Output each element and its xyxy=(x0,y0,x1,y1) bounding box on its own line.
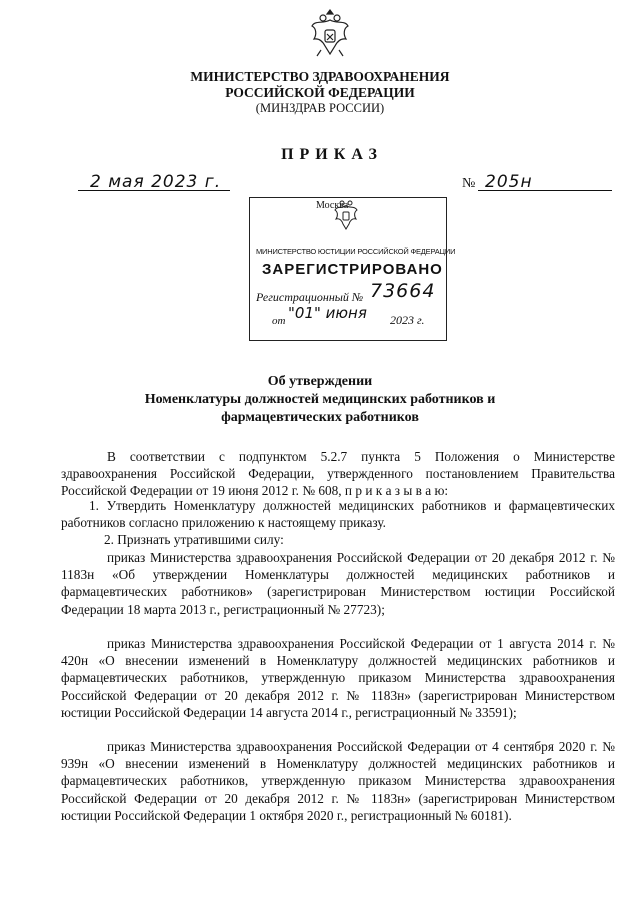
repealed-order-1: приказ Министерства здравоохранения Российской Федерации от 20 декабря 2012 г. № 1183н «Об утверждении Номенклатуры должностей медицинских работников и фармацевтических работников» (зарегистрирован Министерством юстиции Российской Федерации 18 марта 2013 г., регистрационный № 27723); xyxy=(61,550,615,617)
stamp-year: 2023 г. xyxy=(390,313,425,327)
intro-paragraph: В соответствии с подпунктом 5.2.7 пункта 5 Положения о Министерстве здравоохранения Российской Федерации, утвержденного постановлением Правительства Российской Федерации от 19 июня 2012 г. № 608, п р и к а з ы в а ю: xyxy=(61,449,615,499)
ministry-name-line2: РОССИЙСКОЙ ФЕДЕРАЦИИ xyxy=(225,85,415,100)
repealed-order-2: приказ Министерства здравоохранения Российской Федерации от 1 августа 2014 г. № 420н «О внесении изменений в Номенклатуру должностей медицинских работников и фармацевтических работников, утвержденную приказом Министерства здравоохранения Российской Федерации от 20 декабря 2012 г. № 1183н» (зарегистрирован Министерством юстиции Российской Федерации 14 августа 2014 г., регистрационный № 33591); xyxy=(61,636,615,720)
ministry-short-name: (МИНЗДРАВ РОССИИ) xyxy=(255,101,385,115)
title-line1: Об утверждении xyxy=(267,374,373,389)
date-underline xyxy=(78,189,230,191)
stamp-date-label: от xyxy=(272,315,286,327)
repealed-order-3: приказ Министерства здравоохранения Российской Федерации от 4 сентября 2020 г. № 939н «О внесении изменений в Номенклатуру должностей медицинских работников и фармацевтических работников, утвержденную приказом Министерства здравоохранения Российской Федерации от 20 декабря 2012 г. № 1183н» (зарегистрирован Министерством юстиции Российской Федерации 1 октября 2020 г., регистрационный № 60181). xyxy=(61,739,615,823)
item-2-paragraph: 2. Признать утратившими силу: xyxy=(104,532,284,547)
stamp-emblem-icon xyxy=(333,196,359,232)
stamp-date: "01" июня xyxy=(288,304,367,322)
document-type-heading: ПРИКАЗ xyxy=(281,146,383,163)
stamp-city: Москва xyxy=(316,200,349,211)
order-number-label: № xyxy=(462,176,476,191)
order-date: 2 мая 2023 г. xyxy=(90,172,222,192)
stamp-reg-number-label: Регистрационный № xyxy=(256,290,364,304)
coat-of-arms-emblem xyxy=(309,6,351,60)
stamp-registered: ЗАРЕГИСТРИРОВАНО xyxy=(262,261,443,278)
stamp-ministry: МИНИСТЕРСТВО ЮСТИЦИИ РОССИЙСКОЙ ФЕДЕРАЦИИ xyxy=(256,247,456,256)
title-line2: Номенклатуры должностей медицинских работников и xyxy=(144,392,496,407)
order-number: 205н xyxy=(485,172,533,192)
ministry-name-line1: МИНИСТЕРСТВО ЗДРАВООХРАНЕНИЯ xyxy=(190,69,450,84)
title-line3: фармацевтических работников xyxy=(221,410,419,425)
item-1-paragraph: 1. Утвердить Номенклатуру должностей медицинских работников и фармацевтических работников согласно приложению к настоящему приказу. xyxy=(61,498,615,531)
number-underline xyxy=(478,189,612,191)
stamp-reg-number: 73664 xyxy=(370,280,436,302)
registration-stamp xyxy=(249,197,456,341)
